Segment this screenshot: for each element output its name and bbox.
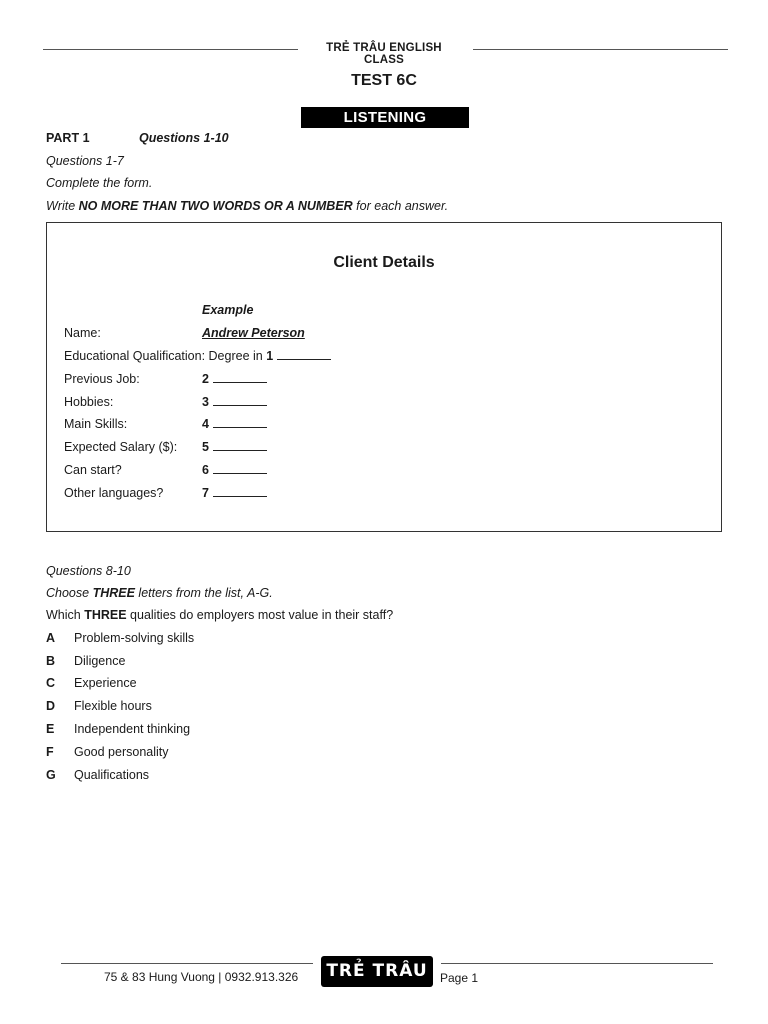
option-letter-f: F [46,745,54,759]
write-suffix: for each answer. [352,199,449,213]
form-answer-7 [202,485,267,501]
form-answer-6 [202,462,267,478]
form-answer-4 [202,416,267,432]
page-number: Page 1 [440,971,479,985]
write-prefix: Write [46,199,79,213]
answer-blank-3[interactable] [213,394,267,406]
section-banner: LISTENING [301,107,469,128]
form-row-education [64,348,331,364]
answer-blank-4[interactable] [213,416,267,428]
choose-instruction [46,585,273,601]
answer-blank-1[interactable] [277,348,331,360]
footer-address: 75 & 83 Hung Vuong | 0932.913.326 [104,970,299,984]
question-number-4: 4 [202,417,209,431]
write-instruction [46,198,448,214]
question-prefix: Which [46,608,85,622]
option-letter-a: A [46,631,56,645]
option-text-e: Independent thinking [74,722,191,736]
example-answer: Andrew Peterson [202,326,305,340]
question-number-6: 6 [202,463,209,477]
form-label-can-start: Can start? [64,463,122,477]
example-label: Example [202,303,254,317]
question-number-7: 7 [202,486,209,500]
brand-header: TRẺ TRÂU ENGLISH CLASS [326,42,442,66]
questions-range-2: Questions 8-10 [46,564,131,578]
form-answer-3 [202,394,267,410]
form-label-other-languages: Other languages? [64,486,164,500]
form-label-education: Educational Qualification: Degree in [64,349,263,363]
option-text-a: Problem-solving skills [74,631,195,645]
question-number-5: 5 [202,440,209,454]
option-text-g: Qualifications [74,768,150,782]
form-label-name: Name: [64,326,101,340]
option-letter-b: B [46,654,56,668]
form-label-previous-job: Previous Job: [64,372,140,386]
question-number-3: 3 [202,395,209,409]
form-answer-5 [202,439,267,455]
header-rule-left [43,49,298,50]
form-label-hobbies: Hobbies: [64,395,114,409]
part-label: PART 1 [46,131,90,145]
option-text-f: Good personality [74,745,169,759]
option-text-b: Diligence [74,654,126,668]
question-suffix: qualities do employers most value in their staff? [126,608,394,622]
form-title: Client Details [333,254,435,271]
part-questions: Questions 1-10 [139,131,229,145]
choose-suffix: letters from the list, A-G. [134,586,273,600]
footer-rule-left [61,963,313,964]
answer-blank-2[interactable] [213,371,267,383]
write-limit: NO MORE THAN TWO WORDS OR A NUMBER [78,199,353,213]
question-number-1: 1 [266,349,274,363]
test-title: TEST 6C [351,72,417,89]
footer-rule-right [441,963,713,964]
option-letter-d: D [46,699,56,713]
answer-blank-7[interactable] [213,485,267,497]
answer-blank-6[interactable] [213,462,267,474]
questions-range-1: Questions 1-7 [46,154,124,168]
option-letter-c: C [46,676,56,690]
question-prompt [46,607,393,623]
question-count: THREE [84,608,127,622]
choose-count: THREE [92,586,135,600]
brand-logo: TRẺ TRÂU [321,956,433,987]
header-rule-right [473,49,728,50]
question-number-2: 2 [202,372,209,386]
choose-prefix: Choose [46,586,93,600]
answer-blank-5[interactable] [213,439,267,451]
option-text-c: Experience [74,676,137,690]
option-text-d: Flexible hours [74,699,152,713]
task-instruction: Complete the form. [46,176,153,190]
form-label-expected-salary: Expected Salary ($): [64,440,178,454]
option-letter-e: E [46,722,55,736]
form-answer-2 [202,371,267,387]
option-letter-g: G [46,768,56,782]
form-label-main-skills: Main Skills: [64,417,128,431]
